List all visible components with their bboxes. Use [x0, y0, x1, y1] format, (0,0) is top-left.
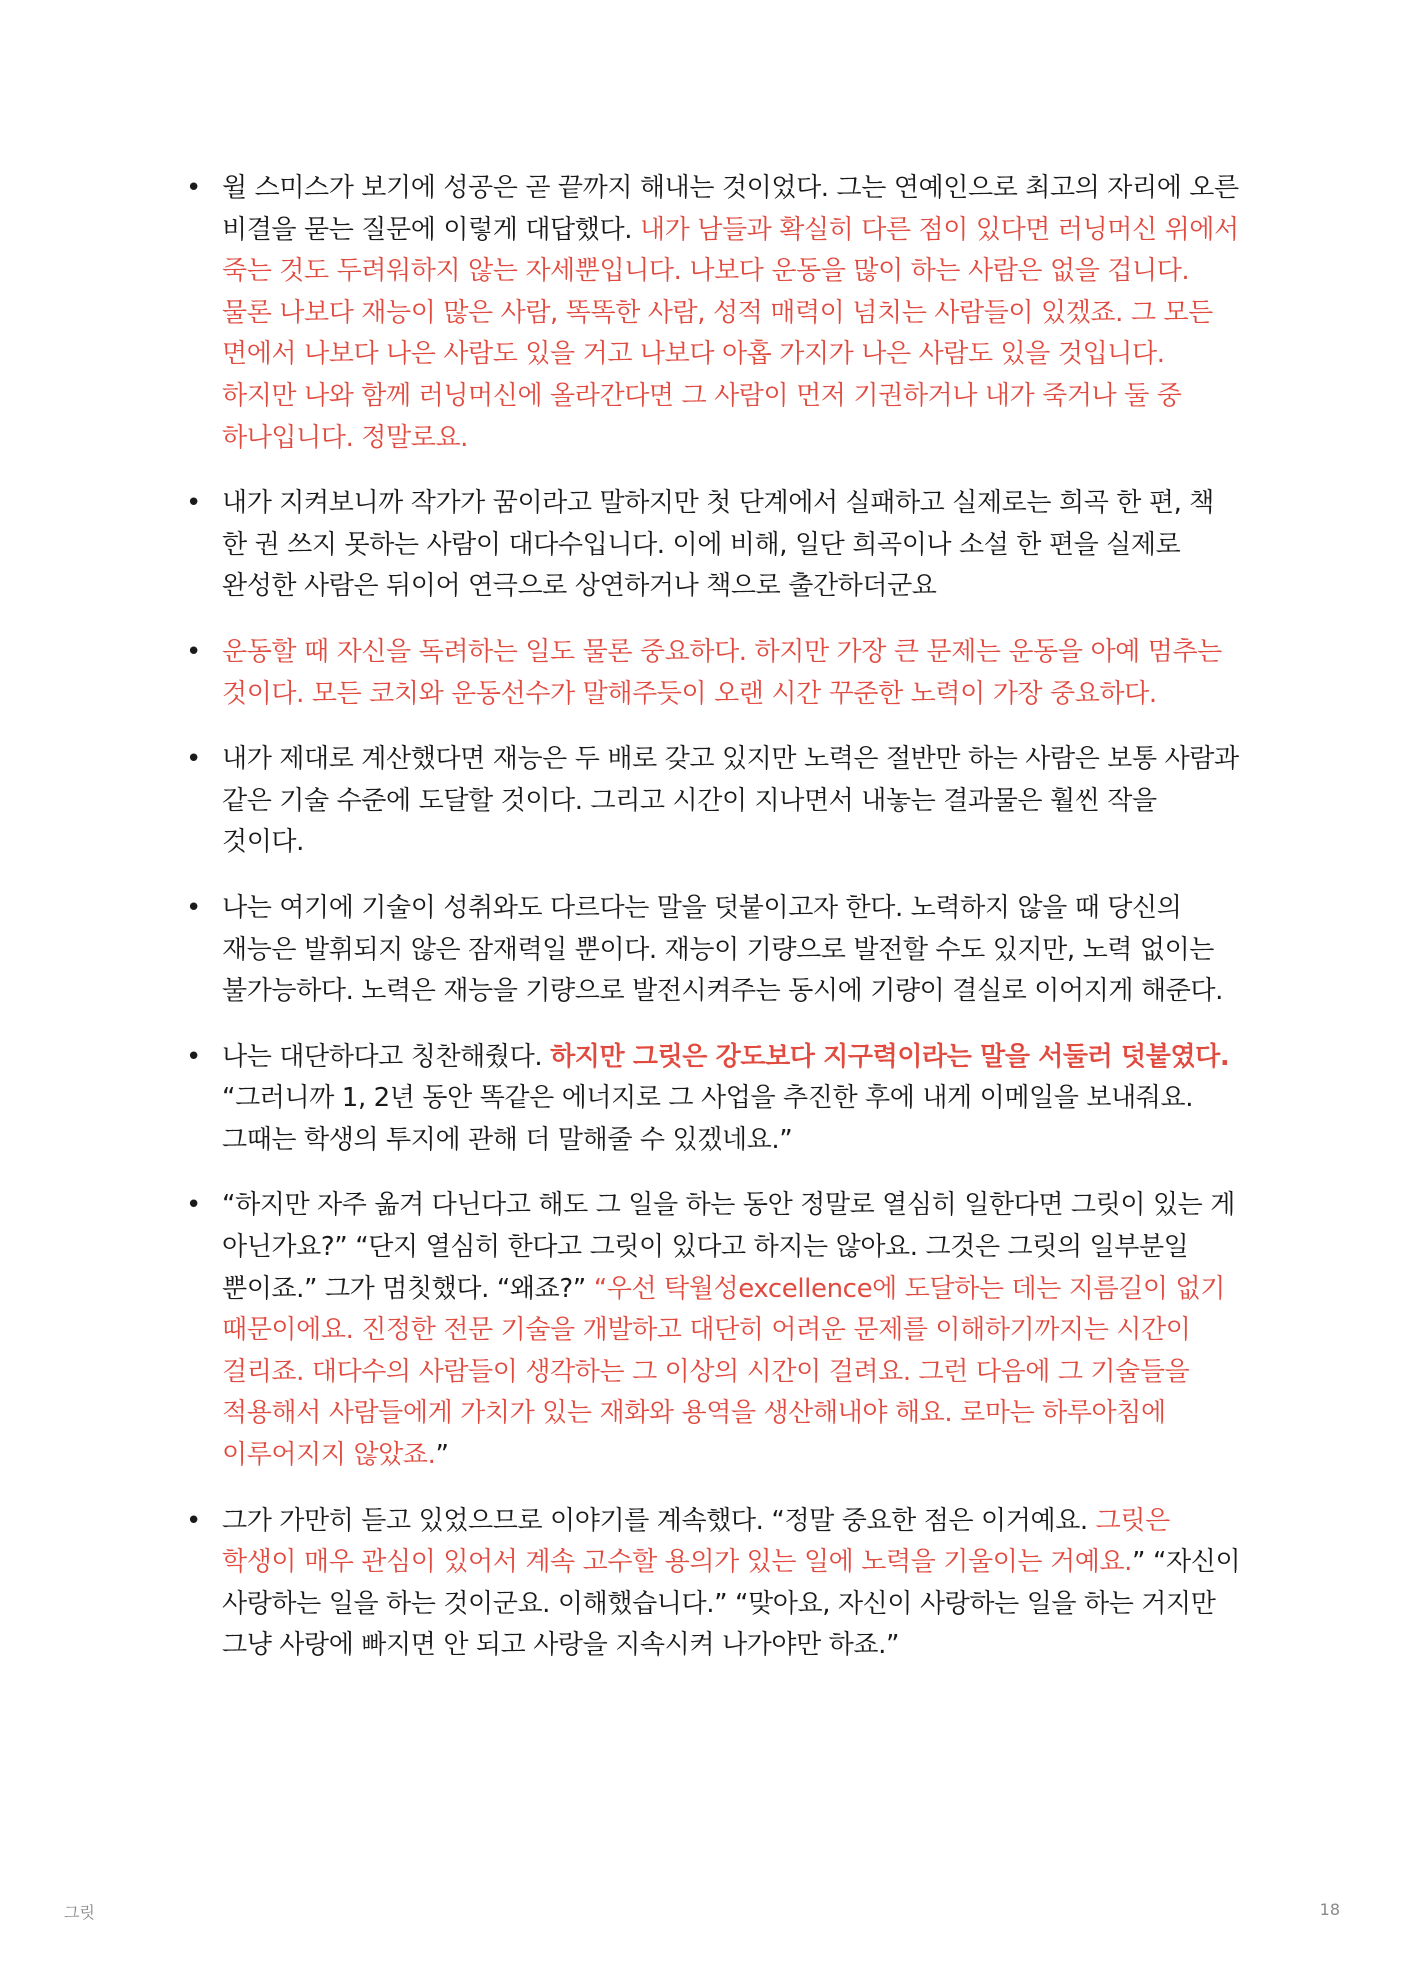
text-segment: “그러니까 1, 2년 동안 똑같은 에너지로 그 사업을 추진한 후에 내게 이메일을 보내줘요. 그때는 학생의 투지에 관해 더 말해줄 수 있겠네요.” [222, 1083, 1194, 1155]
text-segment: ” “자신이 사랑하는 일을 하는 것이군요. 이해했습니다.” “맞아요, 자신이 사랑하는 일을 하는 거지만 그냥 사랑에 빠지면 안 되고 사랑을 지속시켜 나가야만 하죠.” [222, 1547, 1241, 1661]
list-item [182, 739, 1244, 864]
bullet-icon: • [186, 636, 201, 667]
bullet-icon: • [186, 1190, 201, 1221]
text-segment: 내가 지켜보니까 작가가 꿈이라고 말하지만 첫 단계에서 실패하고 실제로는 희곡 한 편, 책 한 권 쓰지 못하는 사람이 대다수입니다. 이에 비해, 일단 희곡이나 소설 한 편을 실제로 완성한 사람은 뒤이어 연극으로 상연하거나 책으로 출간하더군요 [222, 488, 1215, 602]
page-content [182, 168, 1244, 1691]
bullet-icon: • [186, 744, 201, 775]
footer-page-number: 18 [1319, 1900, 1340, 1919]
text-segment: 그가 가만히 듣고 있었으므로 이야기를 계속했다. “정말 중요한 점은 이거예요. [222, 1505, 1096, 1536]
text-segment: 윌 스미스가 보기에 성공은 곧 끝까지 해내는 것이었다. 그는 연예인으로 최고의 자리에 오른 비결을 묻는 질문에 이렇게 대답했다. [222, 173, 1239, 245]
text-segment: 나는 대단하다고 칭찬해줬다. [222, 1041, 551, 1072]
bullet-icon: • [186, 488, 201, 519]
bullet-icon: • [186, 892, 201, 923]
list-item [182, 888, 1244, 1013]
list-item [182, 1185, 1244, 1476]
text-segment: ” [435, 1440, 449, 1471]
text-segment: 내가 제대로 계산했다면 재능은 두 배로 갖고 있지만 노력은 절반만 하는 사람은 보통 사람과 같은 기술 수준에 도달할 것이다. 그리고 시간이 지나면서 내놓는 결과물은 훨씬 작을 것이다. [222, 744, 1239, 858]
text-segment: 나는 여기에 기술이 성취와도 다르다는 말을 덧붙이고자 한다. 노력하지 않을 때 당신의 재능은 발휘되지 않은 잠재력일 뿐이다. 재능이 기량으로 발전할 수도 있지만, 노력 없이는 불가능하다. 노력은 재능을 기량으로 발전시켜주는 동시에 기량이 결실로 이어지게 해준다. [222, 892, 1224, 1007]
list-item [182, 483, 1244, 608]
list-item [182, 168, 1244, 459]
highlighted-text-segment: “우선 탁월성excellence에 도달하는 데는 지름길이 없기 때문이에요. 진정한 전문 기술을 개발하고 대단히 어려운 문제를 이해하기까지는 시간이 걸리죠. 대다수의 사람들이 생각하는 그 이상의 시간이 걸려요. 그런 다음에 그 기술들을 적용해서 사람들에게 가치가 있는 재화와 용역을 생산해내야 해요. 로마는 하루아침에 이루어지지 않았죠. [222, 1273, 1225, 1471]
list-item [182, 1037, 1244, 1162]
bullet-icon: • [186, 1041, 201, 1072]
bold-highlighted-text-segment: 하지만 그릿은 강도보다 지구력이라는 말을 서둘러 덧붙였다. [550, 1041, 1230, 1072]
highlighted-text-segment: 운동할 때 자신을 독려하는 일도 물론 중요하다. 하지만 가장 큰 문제는 운동을 아예 멈추는 것이다. 모든 코치와 운동선수가 말해주듯이 오랜 시간 꾸준한 노력이 가장 중요하다. [222, 636, 1222, 709]
highlighted-text-segment: 그릿은 학생이 매우 관심이 있어서 계속 고수할 용의가 있는 일에 노력을 기울이는 거예요. [222, 1505, 1170, 1578]
bullet-icon: • [186, 1505, 201, 1536]
bullet-list [182, 168, 1244, 1667]
text-segment: “하지만 자주 옮겨 다닌다고 해도 그 일을 하는 동안 정말로 열심히 일한다면 그릿이 있는 게 아닌가요?” “단지 열심히 한다고 그릿이 있다고 하지는 않아요. 그것은 그릿의 일부분일 뿐이죠.” 그가 멈칫했다. “왜죠?” [222, 1190, 1235, 1304]
highlighted-text-segment: 내가 남들과 확실히 다른 점이 있다면 러닝머신 위에서 죽는 것도 두려워하지 않는 자세뿐입니다. 나보다 운동을 많이 하는 사람은 없을 겁니다. 물론 나보다 재능이 많은 사람, 똑똑한 사람, 성적 매력이 넘치는 사람들이 있겠죠. 그 모든 면에서 나보다 나은 사람도 있을 거고 나보다 아홉 가지가 나은 사람도 있을 것입니다. 하지만 나와 함께 러닝머신에 올라간다면 그 사람이 먼저 기권하거나 내가 죽거나 둘 중 하나입니다. 정말로요. [222, 214, 1239, 453]
footer-book-title: 그릿 [64, 1903, 95, 1922]
bullet-icon: • [186, 173, 201, 203]
list-item [182, 1501, 1244, 1667]
list-item [182, 632, 1244, 715]
